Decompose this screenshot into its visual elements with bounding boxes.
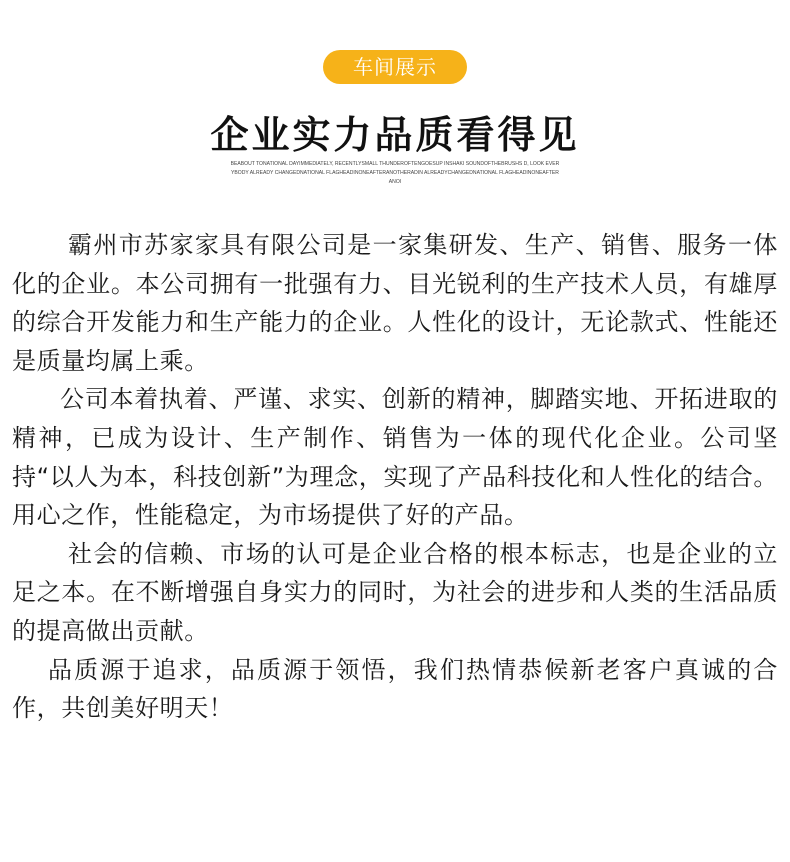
section-badge: 车间展示 [323,50,467,84]
company-description [12,226,778,728]
paragraph-trust: 社会的信赖、市场的认可是企业合格的根本标志，也是企业的立足之本。在不断增强自身实力的同时，为社会的进步和人类的生活品质的提高做出贡献。 [12,539,778,645]
headline: 企业实力品质看得见 [210,113,580,157]
paragraph-spirit: 公司本着执着、严谨、求实、创新的精神，脚踏实地、开拓进取的精神，已成为设计、生产制作、销售为一体的现代化企业。公司坚持“以人为本，科技创新”为理念，实现了产品科技化和人性化的结合。用心之作，性能稳定，为市场提供了好的产品。 [12,385,778,530]
paragraph-closing: 品质源于追求，品质源于领悟，我们热情恭候新老客户真诚的合作，共创美好明天！ [12,655,778,723]
paragraph-intro: 霸州市苏家家具有限公司是一家集研发、生产、销售、服务一体化的企业。本公司拥有一批强有力、目光锐利的生产技术人员，有雄厚的综合开发能力和生产能力的企业。人性化的设计，无论款式、性能还是质量均属上乘。 [12,231,778,375]
english-tagline: BEABOUT TONATIONAL DAYIMMEDIATELY, RECENTLYSMALL THUNDEROFTENGOESUP INSHAKI SOUNDOFTHEBRUSHS D, LOOK EVERYBODY ALREADY CHANGEDNATIONAL FLAGHEADINONEAFTERANOTHERADIN ALREADYCHANGEDNATIONAL FLAGHEADINONEAFTERANOI [230,161,560,185]
badge-container [0,50,790,84]
